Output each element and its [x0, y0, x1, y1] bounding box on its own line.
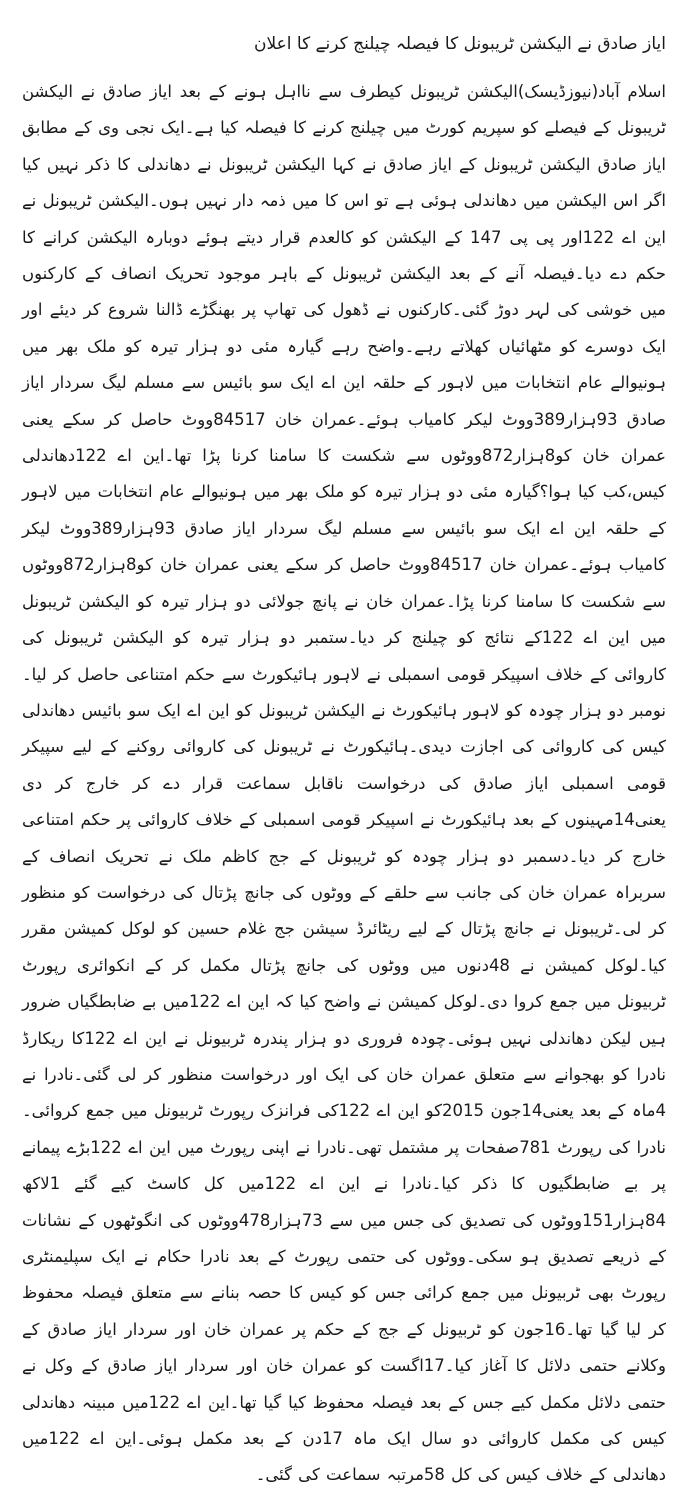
news-article: [22, 0, 666, 1494]
article-headline: ایاز صادق نے الیکشن ٹریبونل کا فیصلہ چیلنج کرنے کا اعلان: [253, 34, 666, 54]
article-body: اسلام آباد(نیوزڈیسک)الیکشن ٹریبونل کیطرف سے نااہل ہونے کے بعد ایاز صادق نے الیکشن ٹریبونل کے فیصلے کو سپریم کورٹ میں چیلنج کرنے کا فیصلہ کیا ہے۔ایک نجی وی کے مطابق ایاز صادق الیکشن ٹریبونل کے ایاز صادق نے کہا الیکشن ٹریبونل نے دھاندلی کا ذکر نہیں کیا اگر اس الیکشن میں دھاندلی ہوئی ہے تو اس کا میں ذمہ دار نہیں ہوں۔الیکشن ٹریبونل نے این اے 122اور پی پی 147 کے الیکشن کو کالعدم قرار دیتے ہوئے دوبارہ الیکشن کرانے کا حکم دے دیا۔فیصلہ آنے کے بعد الیکشن ٹریبونل کے باہر موجود تحریک انصاف کے کارکنوں میں خوشی کی لہر دوڑ گئی۔کارکنوں نے ڈھول کی تھاپ پر بھنگڑے ڈالنا شروع کر دیئے اور ایک دوسرے کو مٹھائیاں کھلاتے رہے۔واضح رہے گیارہ مئی دو ہزار تیرہ کو ملک بھر میں ہونیوالے عام انتخابات میں لاہور کے حلقہ این اے ایک سو بائیس سے مسلم لیگ سردار ایاز صادق 93ہزار389ووٹ لیکر کامیاب ہوئے۔عمران خان 84517ووٹ حاصل کر سکے یعنی عمران خان کو8ہزار872ووٹوں سے شکست کا سامنا کرنا پڑا تھا۔این اے 122دھاندلی کیس،کب کیا ہوا؟گیارہ مئی دو ہزار تیرہ کو ملک بھر میں ہونیوالے عام انتخابات میں لاہور کے حلقہ این اے ایک سو بائیس سے مسلم لیگ سردار ایاز صادق 93ہزار389ووٹ لیکر کامیاب ہوئے۔عمران خان 84517ووٹ حاصل کر سکے یعنی عمران خان کو8ہزار872ووٹوں سے شکست کا سامنا کرنا پڑا۔عمران خان نے پانچ جولائی دو ہزار تیرہ کو الیکشن ٹریبونل میں این اے 122کے نتائج کو چیلنج کر دیا۔ستمبر دو ہزار تیرہ کو الیکشن ٹریبونل کی کاروائی کے خلاف اسپیکر قومی اسمبلی نے لاہور ہائیکورٹ سے حکم امتناعی حاصل کر لیا۔نومبر دو ہزار چودہ کو لاہور ہائیکورٹ نے الیکشن ٹریبونل کو این اے ایک سو بائیس دھاندلی کیس کی کاروائی کی اجازت دیدی۔ہائیکورٹ نے ٹریبونل کی کاروائی روکنے کے لیے سپیکر قومی اسمبلی ایاز صادق کی درخواست ناقابل سماعت قرار دے کر خارج کر دی یعنی14مہینوں کے بعد ہائیکورٹ نے اسپیکر قومی اسمبلی کے خلاف کاروائی پر حکم امتناعی خارج کر دیا۔دسمبر دو ہزار چودہ کو ٹریبونل کے جج کاظم ملک نے تحریک انصاف کے سربراہ عمران خان کی جانب سے حلقے کے ووٹوں کی جانچ پڑتال کی درخواست کو منظور کر لی۔ٹریبونل نے جانچ پڑتال کے لیے ریٹائرڈ سیشن جج غلام حسین کو لوکل کمیشن مقرر کیا۔لوکل کمیشن نے 48دنوں میں ووٹوں کی جانچ پڑتال مکمل کر کے انکوائری رپورٹ ٹربیونل میں جمع کروا دی۔لوکل کمیشن نے واضح کیا کہ این اے 122میں بے ضابطگیاں ضرور ہیں لیکن دھاندلی نہیں ہوئی۔چودہ فروری دو ہزار پندرہ ٹربیونل نے این اے 122کا ریکارڈ نادرا کو بھجوانے سے متعلق عمران خان کی ایک اور درخواست منظور کر لی گئی۔نادرا نے 4ماہ کے بعد یعنی14جون 2015کو این اے 122کی فرانزک رپورٹ ٹربیونل میں جمع کروائی۔نادرا کی رپورٹ 781صفحات پر مشتمل تھی۔نادرا نے اپنی رپورٹ میں این اے 122بڑے پیمانے پر بے ضابطگیوں کا ذکر کیا۔نادرا نے این اے 122میں کل کاسٹ کیے گئے 1لاکھ 84ہزار151ووٹوں کی تصدیق کی جس میں سے 73ہزار478ووٹوں کی انگوٹھوں کے نشانات کے ذریعے تصدیق ہو سکی۔ووٹوں کی حتمی رپورٹ کے بعد نادرا حکام نے ایک سپلیمنٹری رپورٹ بھی ٹربیونل میں جمع کرائی جس کو کیس کا حصہ بنانے سے متعلق فیصلہ محفوظ کر لیا گیا تھا۔16جون کو ٹربیونل کے جج کے حکم پر عمران خان اور سردار ایاز صادق کے وکلانے حتمی دلائل کا آغاز کیا۔17اگست کو عمران خان اور سردار ایاز صادق کے وکل نے حتمی دلائل مکمل کیے جس کے بعد فیصلہ محفوظ کیا گیا تھا۔این اے 122میں مبینہ دھاندلی کیس کی مکمل کاروائی دو سال ایک ماہ 17دن کے بعد مکمل ہوئی۔این اے 122میں دھاندلی کے خلاف کیس کی کل 58مرتبہ سماعت کی گئی۔: [22, 82, 667, 1485]
